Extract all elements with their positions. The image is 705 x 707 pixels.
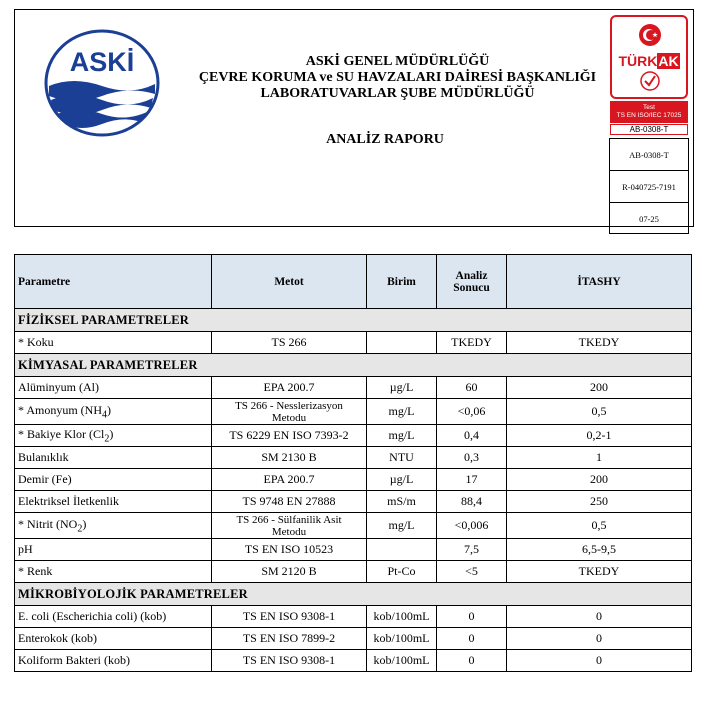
column-header-method: Metot	[212, 255, 367, 309]
cell-limit: 6,5-9,5	[507, 539, 692, 561]
cell-method	[212, 399, 367, 425]
cell-result: 0,3	[437, 447, 507, 469]
cell-unit: kob/100mL	[367, 650, 437, 672]
column-header-limit: İTASHY	[507, 255, 692, 309]
cell-parameter: Koliform Bakteri (kob)	[15, 650, 212, 672]
cell-limit: 200	[507, 377, 692, 399]
table-row	[15, 606, 692, 628]
column-header-result-line-2: Sonucu	[453, 281, 490, 294]
parameter-name: * Nitrit (NO	[18, 516, 78, 531]
cell-parameter: * Koku	[15, 332, 212, 354]
org-line-2: ÇEVRE KORUMA ve SU HAVZALARI DAİRESİ BAŞKANLIĞI	[198, 70, 597, 85]
parameter-name: * Bakiye Klor (Cl	[18, 426, 105, 441]
cell-parameter: Bulanıklık	[15, 447, 212, 469]
cell-limit: 250	[507, 491, 692, 513]
table-header-row	[15, 255, 692, 309]
cell-result: 7,5	[437, 539, 507, 561]
section-row	[15, 583, 692, 606]
cell-parameter: Enterokok (kob)	[15, 628, 212, 650]
cell-result: 88,4	[437, 491, 507, 513]
logo-text: ASKİ	[69, 47, 135, 77]
cell-limit: 0,2-1	[507, 425, 692, 447]
method-line-2: Metodu	[271, 411, 307, 424]
cell-result: 0	[437, 650, 507, 672]
cell-unit: mS/m	[367, 491, 437, 513]
cell-parameter: * Renk	[15, 561, 212, 583]
cell-unit: kob/100mL	[367, 628, 437, 650]
table-body	[15, 309, 692, 672]
crescent-star-icon	[638, 23, 662, 47]
organization-name	[175, 54, 620, 102]
method-line-1: TS 266 - Nesslerizasyon	[235, 399, 343, 412]
section-row	[15, 309, 692, 332]
table-row	[15, 561, 692, 583]
column-header-unit: Birim	[367, 255, 437, 309]
cell-result: 17	[437, 469, 507, 491]
turkak-band-line-2: TS EN ISO/IEC 17025	[616, 112, 682, 119]
cell-parameter: pH	[15, 539, 212, 561]
org-line-1: ASKİ GENEL MÜDÜRLÜĞÜ	[305, 54, 490, 69]
cell-limit: TKEDY	[507, 332, 692, 354]
cell-parameter: E. coli (Escherichia coli) (kob)	[15, 606, 212, 628]
turkak-code: AB-0308-T	[610, 124, 688, 135]
table-row	[15, 491, 692, 513]
turkak-brand-suffix: AK	[658, 53, 679, 69]
cell-unit: kob/100mL	[367, 606, 437, 628]
parameter-suffix: )	[107, 402, 111, 417]
parameter-suffix: )	[109, 426, 114, 441]
turkak-band-line-1: Test	[643, 104, 655, 111]
turkak-accreditation-logo	[610, 15, 688, 133]
parameter-suffix: )	[82, 516, 87, 531]
method-line-1: TS 266 - Sülfanilik Asit	[236, 513, 342, 526]
cell-limit: 0,5	[507, 513, 692, 539]
cell-method: TS EN ISO 9308-1	[212, 606, 367, 628]
cell-limit: 200	[507, 469, 692, 491]
cell-method: EPA 200.7	[212, 469, 367, 491]
table-row	[15, 539, 692, 561]
turkak-standard-band	[610, 101, 688, 123]
method-line-2: Metodu	[271, 525, 307, 538]
table-row	[15, 399, 692, 425]
section-title: KİMYASAL PARAMETRELER	[15, 354, 692, 377]
cell-method: TS 9748 EN 27888	[212, 491, 367, 513]
table-row	[15, 628, 692, 650]
cell-method: EPA 200.7	[212, 377, 367, 399]
table-row	[15, 650, 692, 672]
turkak-brand: TÜRK	[618, 53, 658, 69]
turkak-mark	[610, 15, 688, 99]
cell-unit: mg/L	[367, 425, 437, 447]
table-row	[15, 469, 692, 491]
column-header-result-line-1: Analiz	[455, 269, 488, 282]
section-row	[15, 354, 692, 377]
cell-parameter	[15, 399, 212, 425]
report-number: R-040725-7191	[609, 170, 689, 203]
cell-result: TKEDY	[437, 332, 507, 354]
table-row	[15, 332, 692, 354]
report-header	[14, 9, 694, 227]
cell-limit: 0	[507, 628, 692, 650]
parameter-subscript: 4	[102, 409, 107, 421]
cell-unit	[367, 332, 437, 354]
cell-unit: NTU	[367, 447, 437, 469]
cell-limit: TKEDY	[507, 561, 692, 583]
cell-method	[212, 513, 367, 539]
cell-limit: 1	[507, 447, 692, 469]
column-header-result	[437, 255, 507, 309]
analysis-results-table	[14, 254, 692, 672]
cell-result: <0,06	[437, 399, 507, 425]
cell-method: TS EN ISO 10523	[212, 539, 367, 561]
cell-method: TS 6229 EN ISO 7393-2	[212, 425, 367, 447]
cell-limit: 0	[507, 606, 692, 628]
cell-parameter: Alüminyum (Al)	[15, 377, 212, 399]
cell-unit: mg/L	[367, 513, 437, 539]
cell-unit: µg/L	[367, 469, 437, 491]
cell-unit: µg/L	[367, 377, 437, 399]
table-row	[15, 447, 692, 469]
cell-result: <0,006	[437, 513, 507, 539]
table-row	[15, 513, 692, 539]
cell-method: SM 2120 B	[212, 561, 367, 583]
cell-parameter: Demir (Fe)	[15, 469, 212, 491]
parameter-subscript: 2	[104, 433, 110, 445]
cell-parameter	[15, 425, 212, 447]
cell-unit	[367, 539, 437, 561]
aski-logo	[43, 28, 161, 138]
cell-limit: 0,5	[507, 399, 692, 425]
parameter-subscript: 2	[77, 523, 83, 535]
checkmark-icon	[640, 71, 660, 91]
cell-method: TS EN ISO 9308-1	[212, 650, 367, 672]
cell-method: SM 2130 B	[212, 447, 367, 469]
cell-result: 0	[437, 628, 507, 650]
cell-method: TS EN ISO 7899-2	[212, 628, 367, 650]
column-header-parameter: Parametre	[15, 255, 212, 309]
report-period: 07-25	[609, 202, 689, 234]
accreditation-code: AB-0308-T	[609, 138, 689, 171]
org-line-3: LABORATUVARLAR ŞUBE MÜDÜRLÜĞÜ	[260, 86, 535, 101]
cell-unit: Pt-Co	[367, 561, 437, 583]
cell-result: 0	[437, 606, 507, 628]
report-title: ANALİZ RAPORU	[326, 132, 444, 147]
cell-result: <5	[437, 561, 507, 583]
cell-result: 60	[437, 377, 507, 399]
cell-parameter: Elektriksel İletkenlik	[15, 491, 212, 513]
cell-parameter	[15, 513, 212, 539]
turkak-wordmark	[612, 53, 686, 69]
cell-result: 0,4	[437, 425, 507, 447]
table-row	[15, 425, 692, 447]
table-row	[15, 377, 692, 399]
cell-unit: mg/L	[367, 399, 437, 425]
section-title: MİKROBİYOLOJİK PARAMETRELER	[15, 583, 692, 606]
cell-method: TS 266	[212, 332, 367, 354]
parameter-name: * Amonyum (NH	[18, 402, 102, 417]
section-title: FİZİKSEL PARAMETRELER	[15, 309, 692, 332]
cell-limit: 0	[507, 650, 692, 672]
